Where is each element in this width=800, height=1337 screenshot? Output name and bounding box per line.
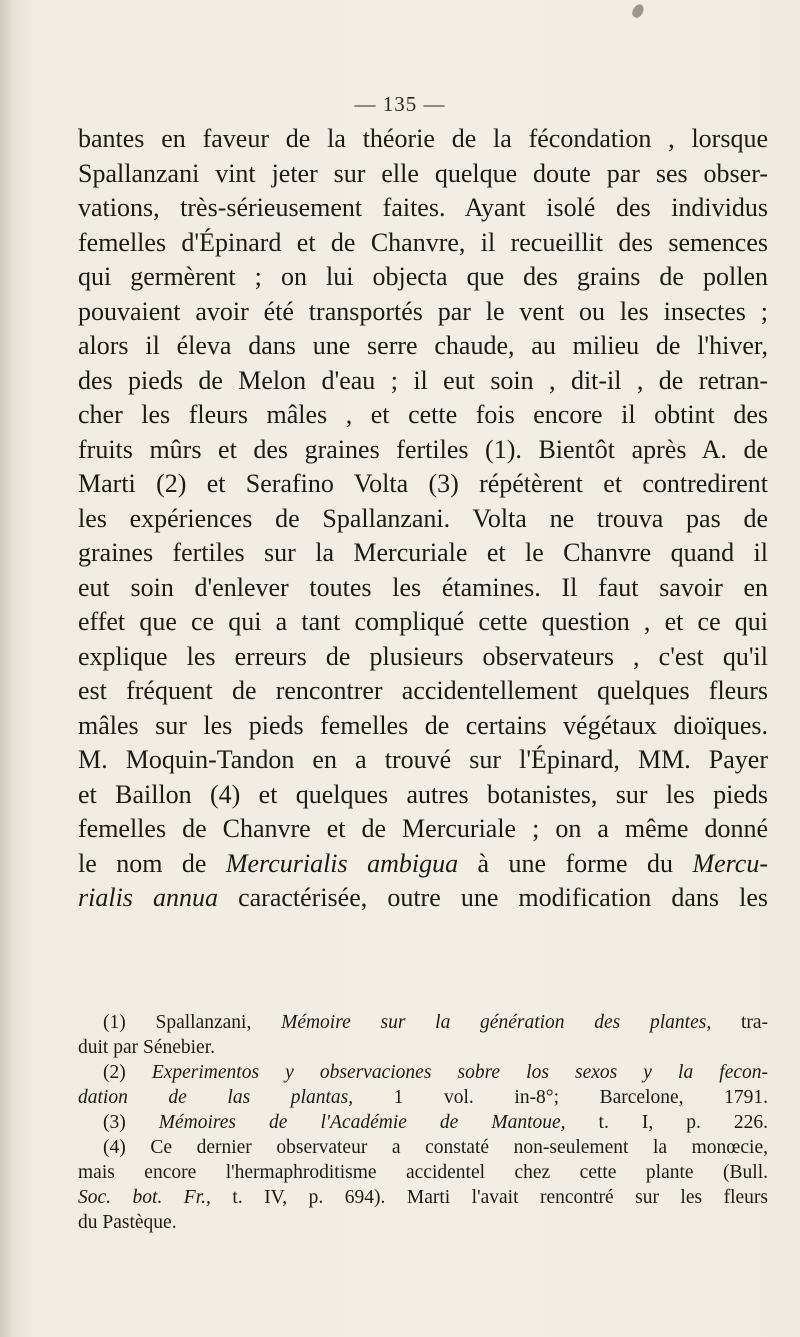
- ink-spot: [630, 2, 646, 19]
- footnote-1: [78, 1010, 768, 1035]
- species-name-italic: Mercu-: [692, 848, 768, 878]
- footnote-2-cont: [78, 1085, 768, 1110]
- footnote-number: (1): [103, 1012, 126, 1033]
- text-run: à une forme du: [458, 848, 693, 878]
- citation-title: Soc. bot. Fr.,: [78, 1187, 211, 1208]
- text-line: alors il éleva dans une serre chaude, au milieu de l'hiver,: [78, 331, 768, 360]
- text-line: mâles sur les pieds femelles de certains végétaux dioïques.: [78, 710, 768, 740]
- text-line: Marti (2) et Serafino Volta (3) répétèrent et contredirent: [78, 469, 768, 498]
- text-run: [126, 1112, 159, 1133]
- citation-title: Experimentos y observaciones sobre los sexos y la fecon-: [151, 1062, 769, 1083]
- page-number: — 135 —: [354, 92, 446, 116]
- text-line: fruits mûrs et des graines fertiles (1). Bientôt après A. de: [78, 434, 768, 464]
- text-line: des pieds de Melon d'eau ; il eut soin , dit-il , de retran-: [78, 365, 768, 395]
- text-line: est fréquent de rencontrer accidentellement quelques fleurs: [78, 676, 768, 705]
- text-run: t. IV, p. 694). Marti l'avait rencontré sur les fleurs: [210, 1187, 768, 1208]
- text-line: cher les fleurs mâles , et cette fois encore il obtint des: [78, 400, 768, 429]
- footnote-4-cont: mais encore l'hermaphroditisme accidentel chez cette plante (Bull.: [78, 1162, 768, 1183]
- text-line: les expériences de Spallanzani. Volta ne trouva pas de: [78, 503, 768, 533]
- footnote-4-cont: du Pastèque.: [78, 1212, 177, 1233]
- footnote-4-cont: [78, 1185, 768, 1210]
- text-line: explique les erreurs de plusieurs observateurs , c'est qu'il: [78, 641, 768, 671]
- text-line: femelles de Chanvre et de Mercuriale ; on a même donné: [78, 814, 768, 843]
- footnote-number: (2): [103, 1062, 126, 1083]
- footnote-3: [78, 1110, 768, 1135]
- text-run: Ce dernier observateur a constaté non-seulement la monœcie,: [125, 1137, 768, 1158]
- text-run: tra-: [711, 1012, 769, 1033]
- text-run: Spallanzani,: [125, 1012, 282, 1033]
- species-name-italic: Mercurialis ambigua: [225, 848, 459, 878]
- text-line: pouvaient avoir été transportés par le vent ou les insectes ;: [78, 296, 768, 326]
- text-line: femelles d'Épinard et de Chanvre, il recueillit des semences: [78, 227, 768, 257]
- text-line: Spallanzani vint jeter sur elle quelque doute par ses obser-: [78, 158, 768, 188]
- footnote-4: [78, 1135, 768, 1160]
- text-line: vations, très-sérieusement faites. Ayant isolé des individus: [78, 193, 768, 222]
- text-run: [126, 1062, 152, 1083]
- text-line: et Baillon (4) et quelques autres botanistes, sur les pieds: [78, 779, 768, 809]
- text-line-with-italic: [78, 881, 768, 916]
- footnote-number: (4): [103, 1137, 126, 1158]
- text-line: M. Moquin-Tandon en a trouvé sur l'Épinard, MM. Payer: [78, 745, 768, 774]
- text-line: qui germèrent ; on lui objecta que des grains de pollen: [78, 262, 768, 291]
- text-run: t. I, p. 226.: [565, 1112, 768, 1133]
- footnote-2: [78, 1060, 768, 1085]
- text-run: 1 vol. in-8°; Barcelone, 1791.: [353, 1087, 768, 1108]
- text-line: graines fertiles sur la Mercuriale et le Chanvre quand il: [78, 538, 768, 567]
- main-text: [78, 122, 768, 916]
- citation-title: Mémoires de l'Académie de Mantoue,: [158, 1112, 566, 1133]
- text-line-with-italic: [78, 847, 768, 882]
- text-run: caractérisée, outre une modification dans les: [218, 883, 768, 912]
- text-run: le nom de: [78, 848, 226, 878]
- text-line: eut soin d'enlever toutes les étamines. Il faut savoir en: [78, 572, 768, 602]
- footnotes: [78, 1010, 768, 1235]
- footnote-1-cont: duit par Sénebier.: [78, 1037, 216, 1058]
- citation-title: Mémoire sur la génération des plantes,: [281, 1012, 712, 1033]
- text-line: effet que ce qui a tant compliqué cette question , et ce qui: [78, 607, 768, 636]
- text-line: bantes en faveur de la théorie de la fécondation , lorsque: [78, 124, 768, 153]
- species-name-italic: rialis annua: [78, 883, 218, 912]
- footnote-number: (3): [103, 1112, 126, 1133]
- citation-title: dation de las plantas,: [78, 1087, 354, 1108]
